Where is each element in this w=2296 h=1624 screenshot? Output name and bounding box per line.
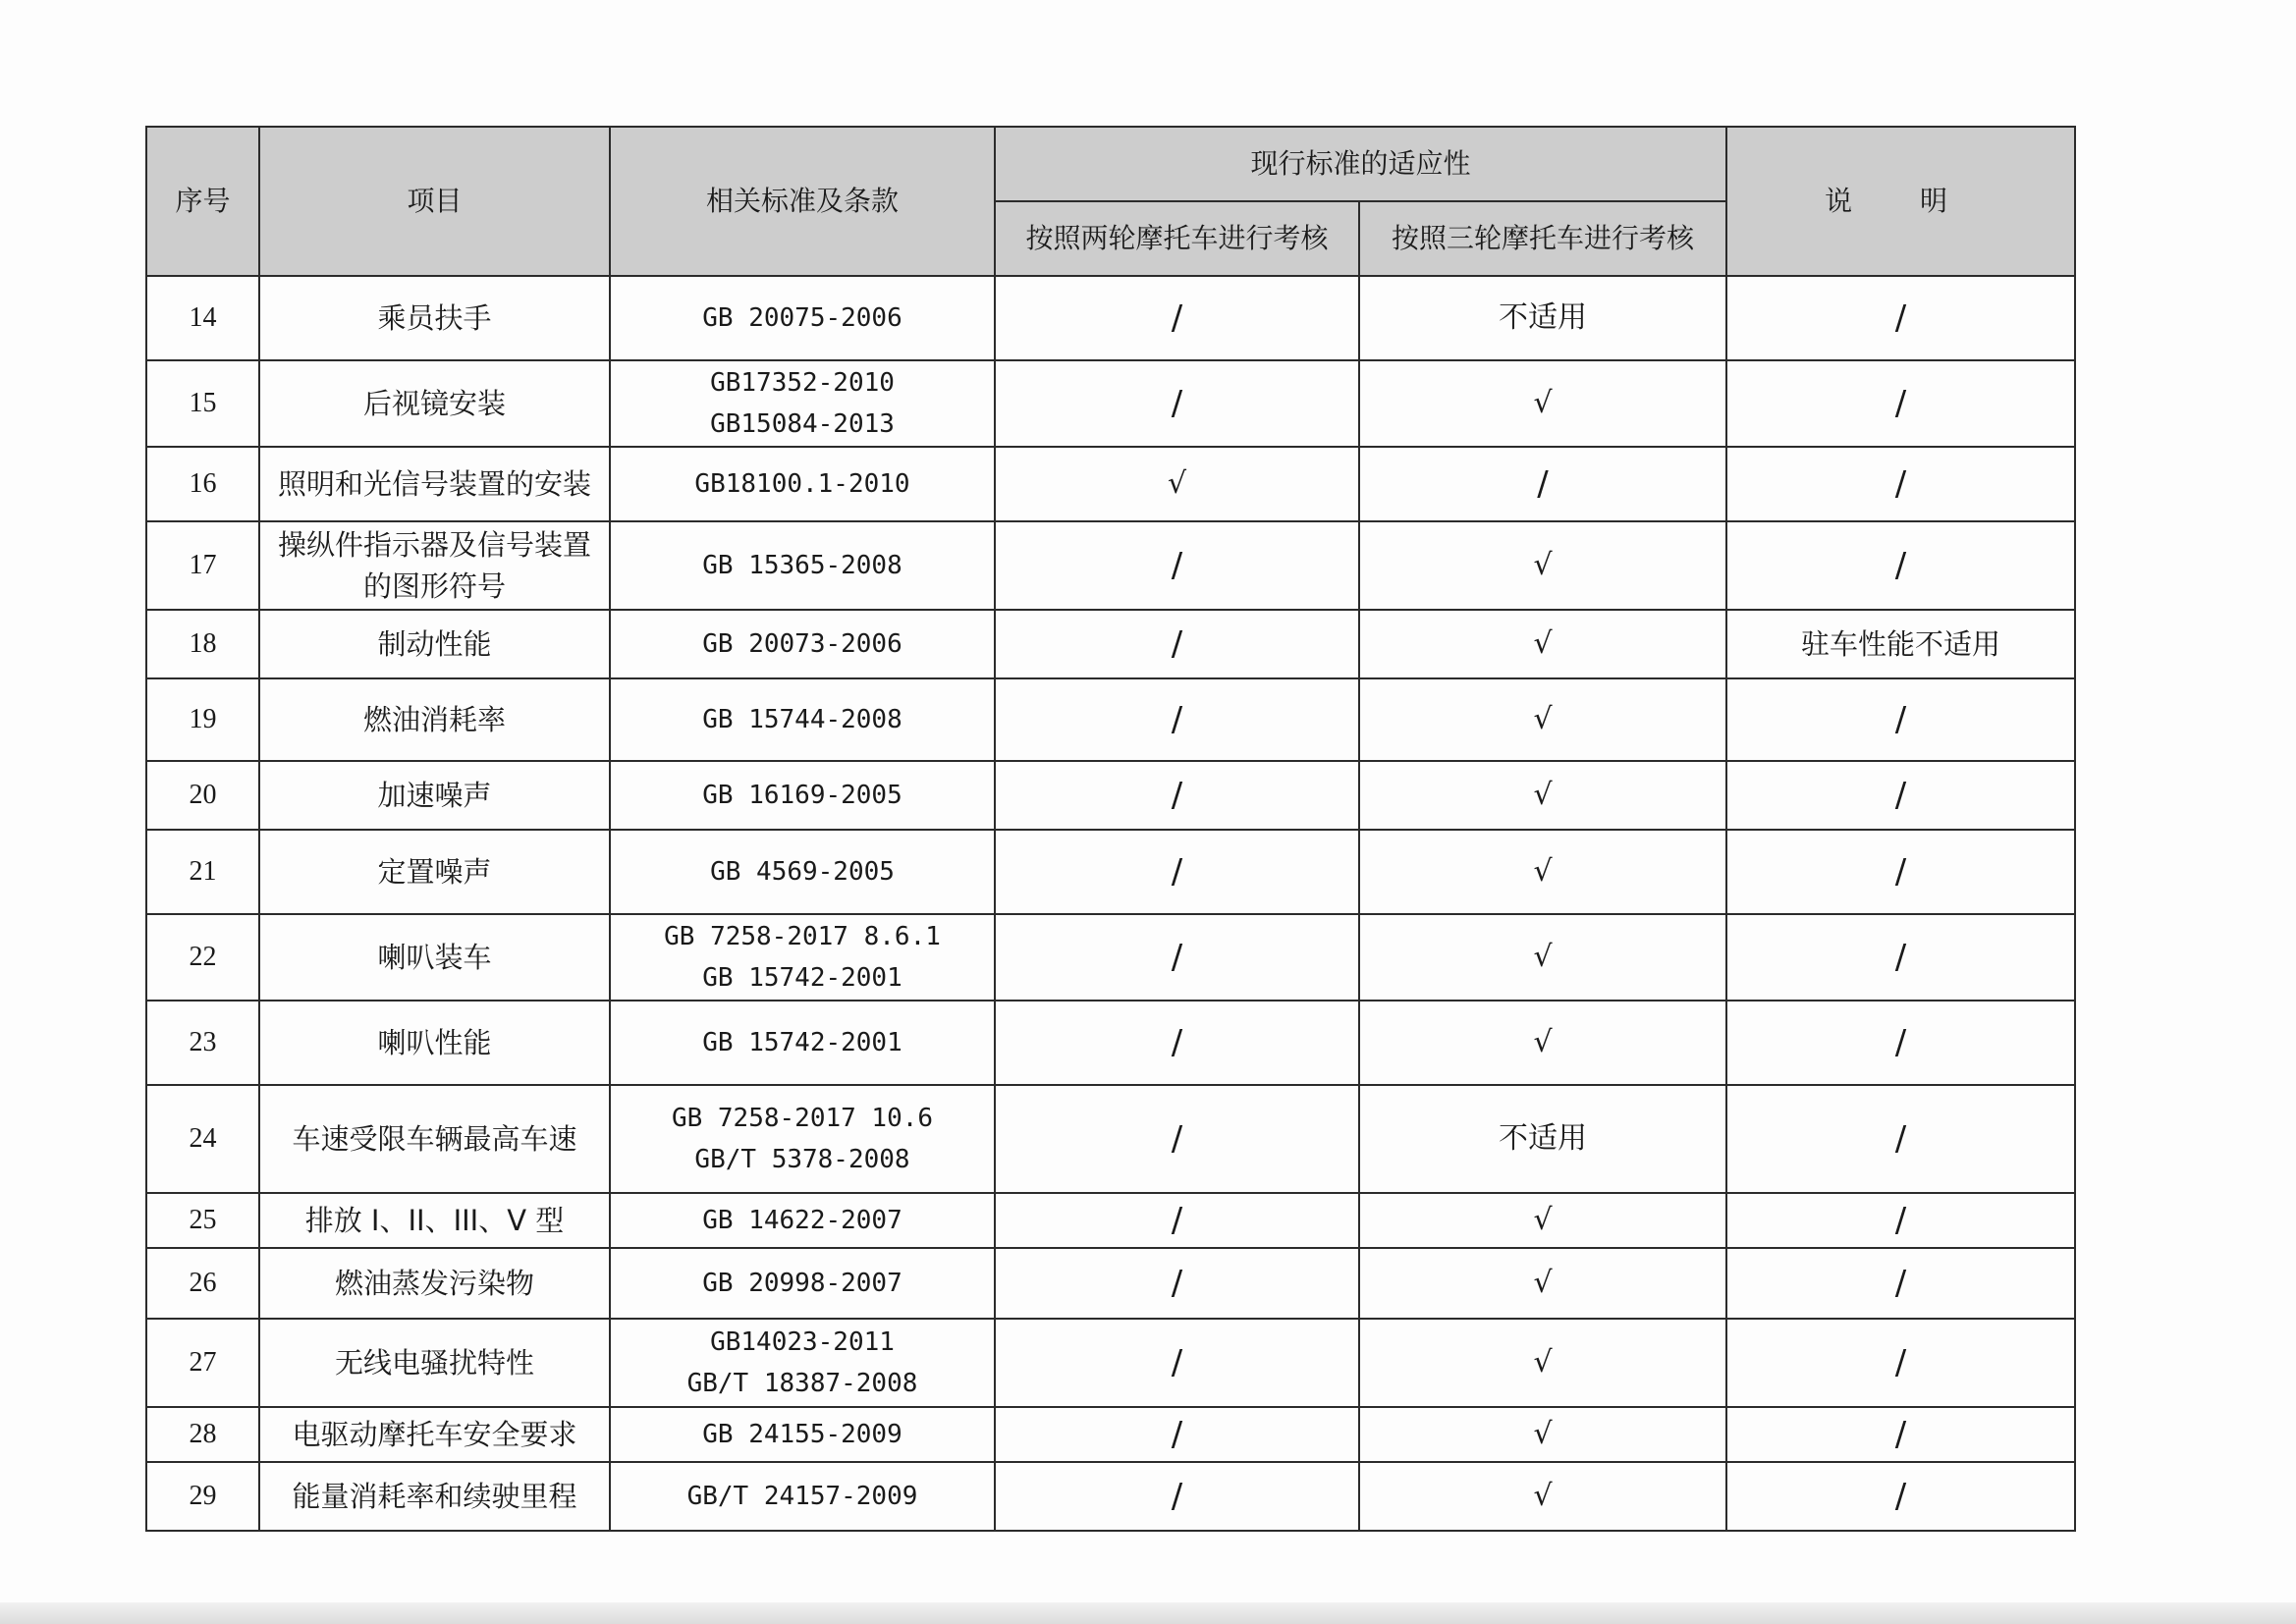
table-row (146, 610, 2075, 678)
row-three-wheel: √ (1359, 1001, 1726, 1085)
row-number: 17 (146, 521, 259, 610)
standard-code: GB 14622-2007 (702, 1206, 902, 1235)
standard-code: GB15084-2013 (710, 409, 895, 439)
row-standards (610, 1085, 995, 1193)
table-row (146, 830, 2075, 914)
row-note: / (1726, 1193, 2075, 1248)
row-two-wheel: / (995, 521, 1359, 610)
row-two-wheel: / (995, 1407, 1359, 1462)
row-two-wheel: / (995, 1001, 1359, 1085)
row-note: / (1726, 521, 2075, 610)
table-row (146, 1248, 2075, 1319)
table-row (146, 276, 2075, 360)
row-three-wheel: 不适用 (1359, 1085, 1726, 1193)
header-item: 项目 (259, 127, 610, 276)
row-note: / (1726, 1001, 2075, 1085)
row-two-wheel: / (995, 830, 1359, 914)
table-row (146, 1319, 2075, 1407)
standard-code: GB/T 5378-2008 (694, 1145, 910, 1174)
table-row (146, 1085, 2075, 1193)
row-standards (610, 1407, 995, 1462)
row-standards (610, 830, 995, 914)
row-item: 燃油蒸发污染物 (259, 1248, 610, 1319)
row-standards (610, 1001, 995, 1085)
header-two-wheel: 按照两轮摩托车进行考核 (995, 201, 1359, 276)
row-three-wheel: √ (1359, 1407, 1726, 1462)
row-note: 驻车性能不适用 (1726, 610, 2075, 678)
header-applicability: 现行标准的适应性 (995, 127, 1726, 201)
row-three-wheel: √ (1359, 1319, 1726, 1407)
table-header (146, 127, 2075, 276)
row-item: 操纵件指示器及信号装置的图形符号 (259, 521, 610, 610)
row-number: 28 (146, 1407, 259, 1462)
row-number: 19 (146, 678, 259, 761)
row-two-wheel: / (995, 276, 1359, 360)
row-three-wheel: √ (1359, 914, 1726, 1001)
row-number: 27 (146, 1319, 259, 1407)
row-standards (610, 1462, 995, 1531)
row-number: 22 (146, 914, 259, 1001)
table-row (146, 360, 2075, 447)
row-three-wheel: / (1359, 447, 1726, 521)
standards-table (145, 126, 2076, 1532)
row-two-wheel: / (995, 1462, 1359, 1531)
row-number: 16 (146, 447, 259, 521)
row-three-wheel: √ (1359, 610, 1726, 678)
row-item: 喇叭性能 (259, 1001, 610, 1085)
row-item: 燃油消耗率 (259, 678, 610, 761)
row-two-wheel: / (995, 1193, 1359, 1248)
row-number: 14 (146, 276, 259, 360)
row-standards (610, 761, 995, 830)
row-item: 定置噪声 (259, 830, 610, 914)
row-item: 无线电骚扰特性 (259, 1319, 610, 1407)
row-number: 20 (146, 761, 259, 830)
row-three-wheel: √ (1359, 360, 1726, 447)
row-note: / (1726, 1462, 2075, 1531)
row-three-wheel: √ (1359, 1193, 1726, 1248)
row-standards (610, 360, 995, 447)
row-note: / (1726, 914, 2075, 1001)
row-three-wheel: √ (1359, 521, 1726, 610)
row-standards (610, 1193, 995, 1248)
standard-code: GB 16169-2005 (702, 781, 902, 810)
scan-edge (0, 1602, 2296, 1624)
row-number: 29 (146, 1462, 259, 1531)
row-note: / (1726, 447, 2075, 521)
table-body (146, 276, 2075, 1531)
standard-code: GB/T 24157-2009 (686, 1482, 918, 1511)
row-item: 电驱动摩托车安全要求 (259, 1407, 610, 1462)
standard-code: GB/T 18387-2008 (686, 1369, 918, 1398)
standard-code: GB17352-2010 (710, 368, 895, 398)
row-item: 喇叭装车 (259, 914, 610, 1001)
table-row (146, 1001, 2075, 1085)
row-note: / (1726, 1407, 2075, 1462)
standard-code: GB 7258-2017 10.6 (671, 1104, 934, 1133)
standard-code: GB 7258-2017 8.6.1 (664, 922, 941, 951)
row-standards (610, 1319, 995, 1407)
row-two-wheel: / (995, 360, 1359, 447)
table-row (146, 447, 2075, 521)
table-row (146, 1407, 2075, 1462)
table-row (146, 1193, 2075, 1248)
row-standards (610, 521, 995, 610)
standard-code: GB 20073-2006 (702, 629, 902, 659)
row-number: 21 (146, 830, 259, 914)
row-number: 25 (146, 1193, 259, 1248)
row-number: 18 (146, 610, 259, 678)
row-two-wheel: / (995, 1319, 1359, 1407)
row-two-wheel: √ (995, 447, 1359, 521)
table-row (146, 1462, 2075, 1531)
standard-code: GB 20998-2007 (702, 1269, 902, 1298)
row-three-wheel: √ (1359, 678, 1726, 761)
row-standards (610, 276, 995, 360)
row-three-wheel: √ (1359, 761, 1726, 830)
row-two-wheel: / (995, 761, 1359, 830)
table-row (146, 678, 2075, 761)
header-standard: 相关标准及条款 (610, 127, 995, 276)
row-three-wheel: √ (1359, 1248, 1726, 1319)
row-standards (610, 678, 995, 761)
row-item: 能量消耗率和续驶里程 (259, 1462, 610, 1531)
row-note: / (1726, 761, 2075, 830)
row-standards (610, 1248, 995, 1319)
row-number: 15 (146, 360, 259, 447)
row-standards (610, 610, 995, 678)
row-three-wheel: 不适用 (1359, 276, 1726, 360)
table-row (146, 761, 2075, 830)
row-note: / (1726, 360, 2075, 447)
row-note: / (1726, 678, 2075, 761)
standard-code: GB 4569-2005 (710, 857, 895, 887)
row-number: 24 (146, 1085, 259, 1193)
standard-code: GB 15365-2008 (702, 551, 902, 580)
row-note: / (1726, 1319, 2075, 1407)
row-number: 26 (146, 1248, 259, 1319)
row-item: 加速噪声 (259, 761, 610, 830)
table-row (146, 521, 2075, 610)
row-two-wheel: / (995, 1248, 1359, 1319)
row-two-wheel: / (995, 610, 1359, 678)
row-item: 制动性能 (259, 610, 610, 678)
row-two-wheel: / (995, 678, 1359, 761)
header-note: 说 明 (1726, 127, 2075, 276)
header-three-wheel: 按照三轮摩托车进行考核 (1359, 201, 1726, 276)
header-seq: 序号 (146, 127, 259, 276)
table-row (146, 914, 2075, 1001)
row-item: 车速受限车辆最高车速 (259, 1085, 610, 1193)
standard-code: GB14023-2011 (710, 1327, 895, 1357)
row-note: / (1726, 276, 2075, 360)
row-item: 照明和光信号装置的安装 (259, 447, 610, 521)
row-item: 后视镜安装 (259, 360, 610, 447)
row-standards (610, 447, 995, 521)
standard-code: GB 15742-2001 (702, 1028, 902, 1057)
row-three-wheel: √ (1359, 1462, 1726, 1531)
row-note: / (1726, 830, 2075, 914)
standard-code: GB18100.1-2010 (694, 469, 910, 499)
row-item: 排放 I、II、III、V 型 (259, 1193, 610, 1248)
row-note: / (1726, 1248, 2075, 1319)
row-number: 23 (146, 1001, 259, 1085)
row-two-wheel: / (995, 1085, 1359, 1193)
row-note: / (1726, 1085, 2075, 1193)
row-standards (610, 914, 995, 1001)
standard-code: GB 24155-2009 (702, 1420, 902, 1449)
row-three-wheel: √ (1359, 830, 1726, 914)
row-item: 乘员扶手 (259, 276, 610, 360)
standard-code: GB 15744-2008 (702, 705, 902, 734)
row-two-wheel: / (995, 914, 1359, 1001)
standard-code: GB 15742-2001 (702, 963, 902, 993)
standard-code: GB 20075-2006 (702, 303, 902, 333)
